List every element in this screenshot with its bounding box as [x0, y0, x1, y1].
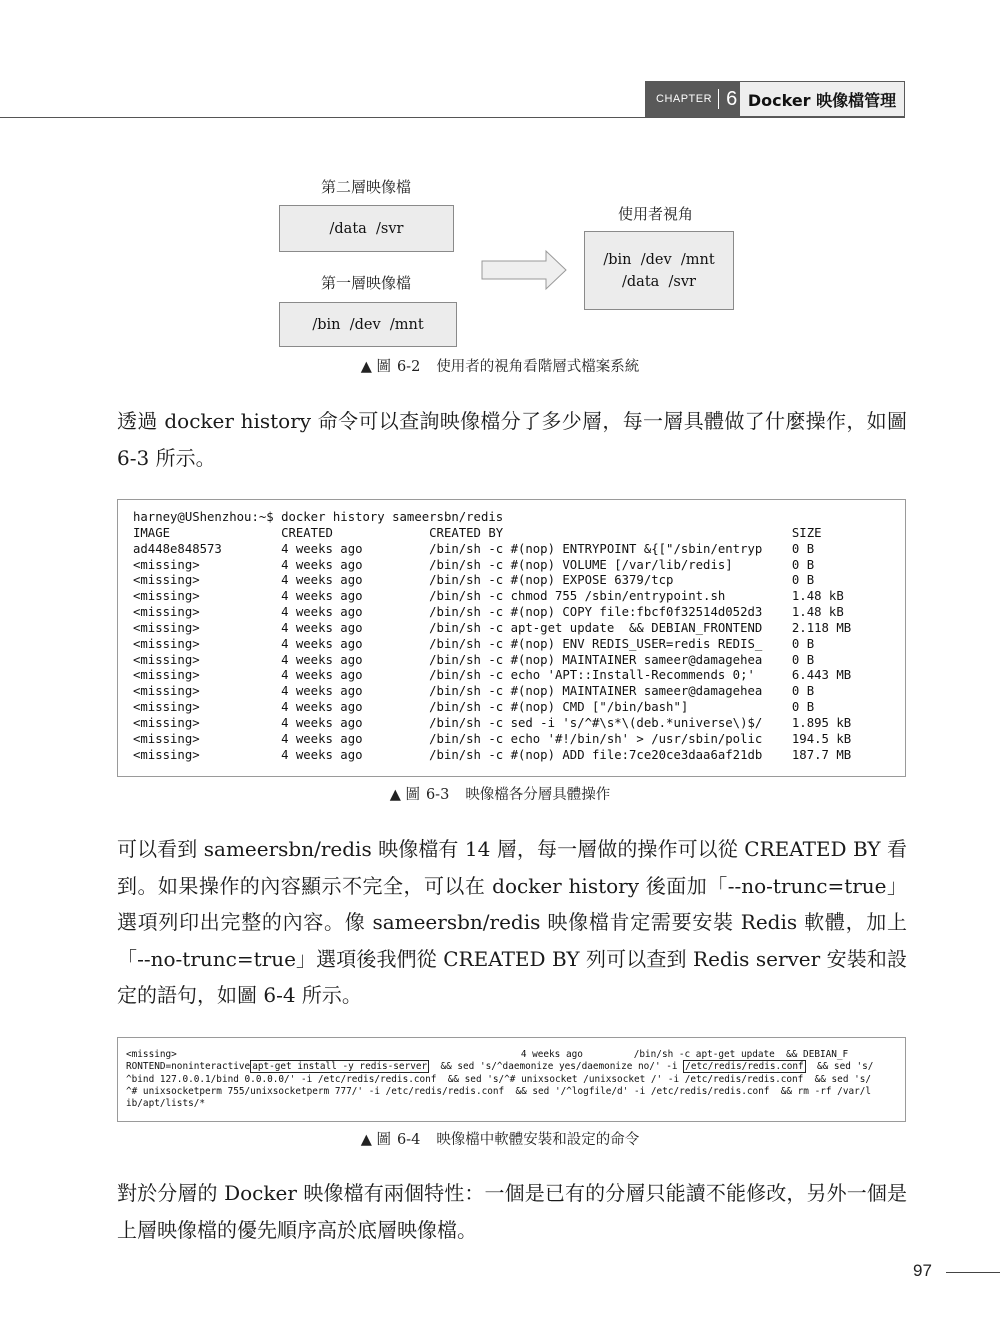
chapter-separator — [718, 89, 719, 109]
caption-prefix: 圖 — [376, 359, 391, 375]
layer1-content: /bin /dev /mnt — [312, 316, 424, 333]
footer-rule — [946, 1272, 1000, 1273]
paragraph-3-text: 對於分層的 Docker 映像檔有兩個特性：一個是已有的分層只能讀不能修改，另外一個是上層映像檔的優先順序高於底層映像檔。 — [117, 1181, 907, 1242]
layer2-content: /data /svr — [329, 220, 404, 237]
header-rule — [0, 117, 905, 118]
caption-marker-icon: ▲ — [360, 359, 372, 375]
layer2-label: 第二層映像檔 — [321, 178, 412, 196]
history-header-row: IMAGE CREATED CREATED BY SIZE — [133, 525, 822, 540]
chapter-tab — [645, 81, 740, 117]
line5: ib/apt/lists/* — [126, 1098, 206, 1110]
no-trunc-listing — [118, 1038, 905, 1110]
line1-image: <missing> — [126, 1049, 177, 1060]
figure-6-2-caption — [0, 355, 1000, 376]
history-row: <missing> 4 weeks ago /bin/sh -c apt-get update && DEBIAN_FRONTEND 2.118 MB — [133, 620, 852, 635]
history-row: <missing> 4 weeks ago /bin/sh -c #(nop) CMD ["/bin/bash"] 0 B — [133, 700, 815, 715]
layer1-label: 第一層映像檔 — [321, 274, 412, 292]
history-row: ad448e848573 4 weeks ago /bin/sh -c #(nop) ENTRYPOINT &{["/sbin/entryp 0 B — [133, 541, 815, 556]
history-table — [133, 526, 851, 762]
history-row: <missing> 4 weeks ago /bin/sh -c echo '#!/bin/sh' > /usr/sbin/polic 194.5 kB — [133, 731, 852, 746]
line2-c: && sed 's/ — [805, 1061, 874, 1073]
paragraph-3 — [117, 1175, 907, 1248]
line1-created: 4 weeks ago — [520, 1049, 583, 1060]
paragraph-2-text: 可以看到 sameersbn/redis 映像檔有 14 層，每一層做的操作可以從 CREATED BY 看到。如果操作的內容顯示不完全，可以在 docker history 後面加「--no-trunc=true」選項列印出完整的內容。像 sameersbn/redis 映像檔肯定需要安裝 Redis 軟體，加上「--no-trunc=true」選項後我們從 CREATED BY 列可以查到 Redis server 安裝和設定的語句，如圖 6-4 所示。 — [117, 837, 907, 1007]
caption-marker-icon: ▲ — [360, 1132, 372, 1148]
highlight-install: apt-get install -y redis-server — [252, 1061, 428, 1073]
caption-marker-icon: ▲ — [389, 787, 401, 803]
history-row: <missing> 4 weeks ago /bin/sh -c #(nop) VOLUME [/var/lib/redis] 0 B — [133, 557, 815, 572]
caption-number: 6-4 — [396, 1132, 421, 1148]
page-number: 97 — [913, 1261, 932, 1280]
caption-prefix: 圖 — [376, 1132, 391, 1148]
docker-history-output — [117, 499, 906, 777]
history-row: <missing> 4 weeks ago /bin/sh -c #(nop) ADD file:7ce20ce3daa6af21db 187.7 MB — [133, 747, 852, 762]
line4: ^# unixsocketperm 755/unixsocketperm 777/' -i /etc/redis/redis.conf && sed '/^logfile/d' -i /etc/redis/redis.conf && rm -rf /var/l — [126, 1085, 872, 1097]
shell-prompt: harney@UShenzhou:~$ docker history sameersbn/redis — [133, 510, 504, 524]
caption-prefix: 圖 — [405, 787, 420, 803]
history-row: <missing> 4 weeks ago /bin/sh -c #(nop) EXPOSE 6379/tcp 0 B — [133, 573, 815, 588]
history-row: <missing> 4 weeks ago /bin/sh -c #(nop) MAINTAINER sameer@damagehea 0 B — [133, 684, 815, 699]
highlight-conf: /etc/redis/redis.conf — [685, 1061, 804, 1073]
history-listing — [118, 500, 905, 764]
paragraph-1-text: 透過 docker history 命令可以查詢映像檔分了多少層，每一層具體做了什麼操作，如圖 6-3 所示。 — [117, 409, 907, 470]
chapter-word: CHAPTER — [656, 93, 713, 105]
caption-text: 使用者的視角看階層式檔案系統 — [436, 359, 640, 375]
history-row: <missing> 4 weeks ago /bin/sh -c echo 'APT::Install-Recommends 0;' 6.443 MB — [133, 668, 852, 683]
paragraph-2 — [117, 831, 907, 1014]
history-row: <missing> 4 weeks ago /bin/sh -c #(nop) COPY file:fbcf0f32514d052d3 1.48 kB — [133, 605, 844, 620]
right-arrow-icon — [480, 248, 570, 292]
line3: ^bind 127.0.0.1/bind 0.0.0.0/' -i /etc/redis/redis.conf && sed 's/^# unixsocket /unixsocket /' -i /etc/redis/redis.conf && sed 's/ — [126, 1073, 872, 1085]
line1-cmd: /bin/sh -c apt-get update && DEBIAN_F — [633, 1049, 849, 1060]
user-view-line2: /data /svr — [622, 273, 696, 290]
caption-text: 映像檔中軟體安裝和設定的命令 — [436, 1132, 640, 1148]
layer2-box — [279, 205, 454, 252]
paragraph-1 — [117, 403, 907, 476]
layer1-box — [279, 302, 457, 347]
chapter-title: Docker 映像檔管理 — [740, 81, 905, 117]
caption-text: 映像檔各分層具體操作 — [465, 787, 611, 803]
history-row: <missing> 4 weeks ago /bin/sh -c chmod 755 /sbin/entrypoint.sh 1.48 kB — [133, 589, 844, 604]
history-row: <missing> 4 weeks ago /bin/sh -c #(nop) MAINTAINER sameer@damagehea 0 B — [133, 652, 815, 667]
history-row: <missing> 4 weeks ago /bin/sh -c sed -i 's/^#\s*\(deb.*universe\)$/ 1.895 kB — [133, 715, 852, 730]
chapter-number: 6 — [726, 87, 738, 110]
figure-6-4-caption — [0, 1128, 1000, 1149]
figure-6-3-caption — [0, 783, 1000, 804]
history-row: <missing> 4 weeks ago /bin/sh -c #(nop) ENV REDIS_USER=redis REDIS_ 0 B — [133, 636, 815, 651]
no-trunc-output — [117, 1037, 906, 1122]
user-view-label: 使用者視角 — [618, 205, 694, 223]
line2-b: && sed 's/^daemonize yes/daemonize no/' -i — [429, 1061, 684, 1073]
caption-number: 6-3 — [425, 787, 450, 803]
caption-number: 6-2 — [396, 359, 421, 375]
user-view-box — [584, 231, 734, 310]
line2-a: RONTEND=noninteractive — [126, 1061, 251, 1073]
user-view-line1: /bin /dev /mnt — [603, 251, 715, 268]
